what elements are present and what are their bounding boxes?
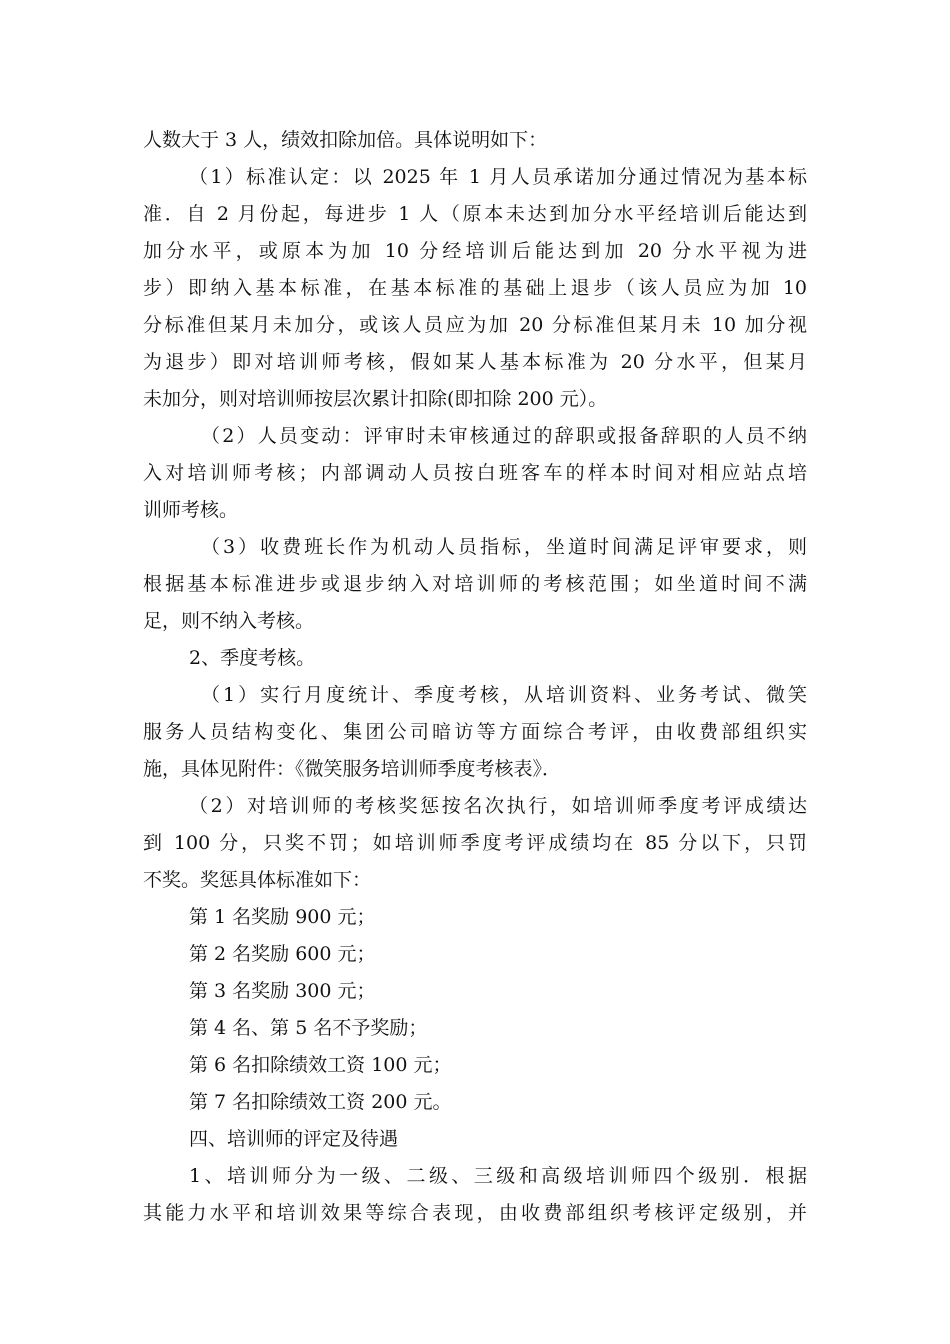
text-line: 施，具体见附件：《微笑服务培训师季度考核表》．: [143, 758, 562, 780]
text-line: 2、季度考核。: [189, 647, 316, 669]
text-line: 第 6 名扣除绩效工资 100 元；: [189, 1054, 452, 1076]
text-line: （3）收费班长作为机动人员指标，坐道时间满足评审要求，则: [201, 536, 807, 558]
text-line: 第 7 名扣除绩效工资 200 元。: [189, 1091, 452, 1113]
text-line: 人数大于 3 人，绩效扣除加倍。具体说明如下：: [143, 129, 548, 151]
text-line: （1）标准认定：以 2025 年 1 月人员承诺加分通过情况为基本标: [189, 166, 807, 188]
text-line: 准．自 2 月份起，每进步 1 人（原本未达到加分水平经培训后能达到: [143, 203, 807, 225]
text-line: 加分水平，或原本为加 10 分经培训后能达到加 20 分水平视为进: [143, 240, 807, 262]
text-line: 分标准但某月未加分，或该人员应为加 20 分标准但某月未 10 加分视: [143, 314, 807, 336]
section-heading: 四、培训师的评定及待遇: [189, 1128, 399, 1150]
text-line: 为退步）即对培训师考核，假如某人基本标准为 20 分水平，但某月: [143, 351, 807, 373]
text-line: 第 1 名奖励 900 元；: [189, 906, 376, 928]
text-line: 入对培训师考核；内部调动人员按白班客车的样本时间对相应站点培: [143, 462, 807, 484]
text-line: （2）对培训师的考核奖惩按名次执行，如培训师季度考评成绩达: [189, 795, 807, 817]
text-line: 到 100 分，只奖不罚；如培训师季度考评成绩均在 85 分以下，只罚: [143, 832, 807, 854]
text-line: 训师考核。: [143, 499, 239, 521]
text-line: （1）实行月度统计、季度考核，从培训资料、业务考试、微笑: [201, 684, 807, 706]
text-line: 第 2 名奖励 600 元；: [189, 943, 376, 965]
document-page: [143, 122, 807, 1232]
text-line: 不奖。奖惩具体标准如下：: [143, 869, 372, 891]
text-line: 根据基本标准进步或退步纳入对培训师的考核范围；如坐道时间不满: [143, 573, 807, 595]
text-line: （2）人员变动：评审时未审核通过的辞职或报备辞职的人员不纳: [201, 425, 807, 447]
text-line: 其能力水平和培训效果等综合表现，由收费部组织考核评定级别，并: [143, 1202, 807, 1224]
text-line: 1、培训师分为一级、二级、三级和高级培训师四个级别．根据: [189, 1165, 807, 1187]
text-line: 步）即纳入基本标准，在基本标准的基础上退步（该人员应为加 10: [143, 277, 807, 299]
text-line: 服务人员结构变化、集团公司暗访等方面综合考评，由收费部组织实: [143, 721, 807, 743]
text-line: 未加分，则对培训师按层次累计扣除(即扣除 200 元）。: [143, 388, 608, 410]
text-line: 足，则不纳入考核。: [143, 610, 315, 632]
text-line: 第 4 名、第 5 名不予奖励；: [189, 1017, 428, 1039]
text-line: 第 3 名奖励 300 元；: [189, 980, 376, 1002]
